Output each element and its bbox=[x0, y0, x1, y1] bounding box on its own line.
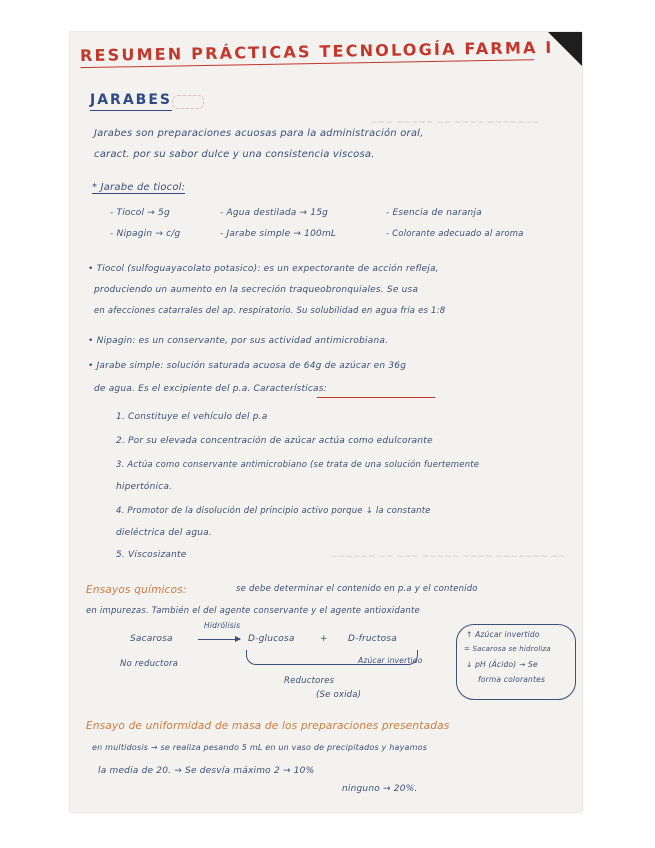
uniformidad-line-2: en multidosis → se realiza pesando 5 mL en un vaso de precipitados y hayamos bbox=[92, 743, 428, 752]
faint-pink-sketch bbox=[172, 95, 204, 109]
tiocol-line-1: • Tiocol (sulfoguayacolato potasico): es un expectorante de acción refleja, bbox=[88, 264, 439, 274]
nipagin-line: • Nipagin: es un conservante, por sus actividad antimicrobiana. bbox=[88, 336, 389, 346]
list-item: 3. Actúa como conservante antimicrobiano (se trata de una solución fuertemente bbox=[116, 460, 480, 470]
arrow-label: Hidrólisis bbox=[204, 621, 241, 630]
jarabe-simple-line-2: de agua. Es el excipiente del p.a. Características: bbox=[94, 384, 327, 394]
recipe-item: - Agua destilada → 15g bbox=[220, 208, 329, 218]
recipe-item: - Esencia de naranja bbox=[386, 208, 482, 218]
brace-label-2: (Se oxida) bbox=[316, 690, 362, 700]
ensayos-line-2: en impurezas. También el del agente conservante y el agente antioxidante bbox=[86, 606, 420, 616]
intro-line-2: caract. por su sabor dulce y una consistencia viscosa. bbox=[94, 149, 375, 160]
product-2-note: Azúcar invertido bbox=[358, 656, 423, 665]
reaction-arrow bbox=[198, 639, 240, 640]
intro-line-1: Jarabes son preparaciones acuosas para la administración oral, bbox=[94, 128, 424, 139]
list-item: 4. Promotor de la disolución del principio activo porque ↓ la constante bbox=[116, 506, 431, 516]
tiocol-line-3: en afecciones catarrales del ap. respiratorio. Su solubilidad en agua fría es 1:8 bbox=[94, 306, 446, 316]
list-item: 1. Constituye el vehículo del p.a bbox=[116, 412, 268, 422]
list-item: 5. Viscosizante bbox=[116, 550, 187, 560]
ensayos-heading: Ensayos químicos: bbox=[86, 584, 187, 596]
bleed-through-text: ~~~~~~ ~~ ~~~ ~~~~~ ~~~~ ~~~~~~~ ~~ bbox=[330, 552, 566, 562]
cloud-line: ↑ Azúcar invertido bbox=[466, 630, 540, 639]
brace-label-1: Reductores bbox=[284, 676, 335, 686]
cloud-line: = Sacarosa se hidroliza bbox=[464, 645, 551, 653]
list-item: 2. Por su elevada concentración de azúcar actúa como edulcorante bbox=[116, 436, 433, 446]
reactant: Sacarosa bbox=[130, 634, 173, 644]
recipe-item: - Tiocol → 5g bbox=[110, 208, 170, 218]
page-title: RESUMEN PRÁCTICAS TECNOLOGÍA FARMA I bbox=[79, 37, 554, 66]
tiocol-line-2: produciendo un aumento en la secreción traqueobronquiales. Se usa bbox=[94, 285, 419, 295]
recipe-item: - Nipagin → c/g bbox=[110, 229, 181, 239]
recipe-item: - Colorante adecuado al aroma bbox=[386, 229, 524, 239]
jarabe-simple-line-1: • Jarabe simple: solución saturada acuosa de 64g de azúcar en 36g bbox=[88, 361, 407, 371]
scanned-page bbox=[70, 32, 582, 812]
list-item: hipertónica. bbox=[116, 482, 173, 492]
list-item: dieléctrica del agua. bbox=[116, 528, 212, 538]
uniformidad-line-4: ninguno → 20%. bbox=[342, 784, 418, 794]
recipe-heading: * Jarabe de tiocol: bbox=[92, 182, 186, 193]
section-heading: JARABES bbox=[90, 92, 172, 108]
product-1: D-glucosa bbox=[248, 634, 295, 644]
ensayos-line-1: se debe determinar el contenido en p.a y el contenido bbox=[236, 584, 478, 594]
bleed-through-text: ~~~ ~~~~~ ~~ ~~~~ ~~~~~~~ bbox=[370, 118, 540, 128]
red-underline bbox=[317, 397, 435, 398]
reductores-brace bbox=[246, 650, 418, 665]
product-2: D-fructosa bbox=[348, 634, 397, 644]
recipe-item: - Jarabe simple → 100mL bbox=[220, 229, 337, 239]
uniformidad-line-3: la media de 20. → Se desvía máximo 2 → 10% bbox=[98, 766, 315, 776]
reactant-note: No reductora bbox=[120, 659, 179, 669]
cloud-line: forma colorantes bbox=[478, 675, 546, 684]
uniformidad-line-1: Ensayo de uniformidad de masa de los preparaciones presentadas bbox=[86, 720, 450, 732]
plus-sign: + bbox=[320, 634, 328, 644]
cloud-line: ↓ pH (Ácido) → Se bbox=[466, 660, 538, 669]
